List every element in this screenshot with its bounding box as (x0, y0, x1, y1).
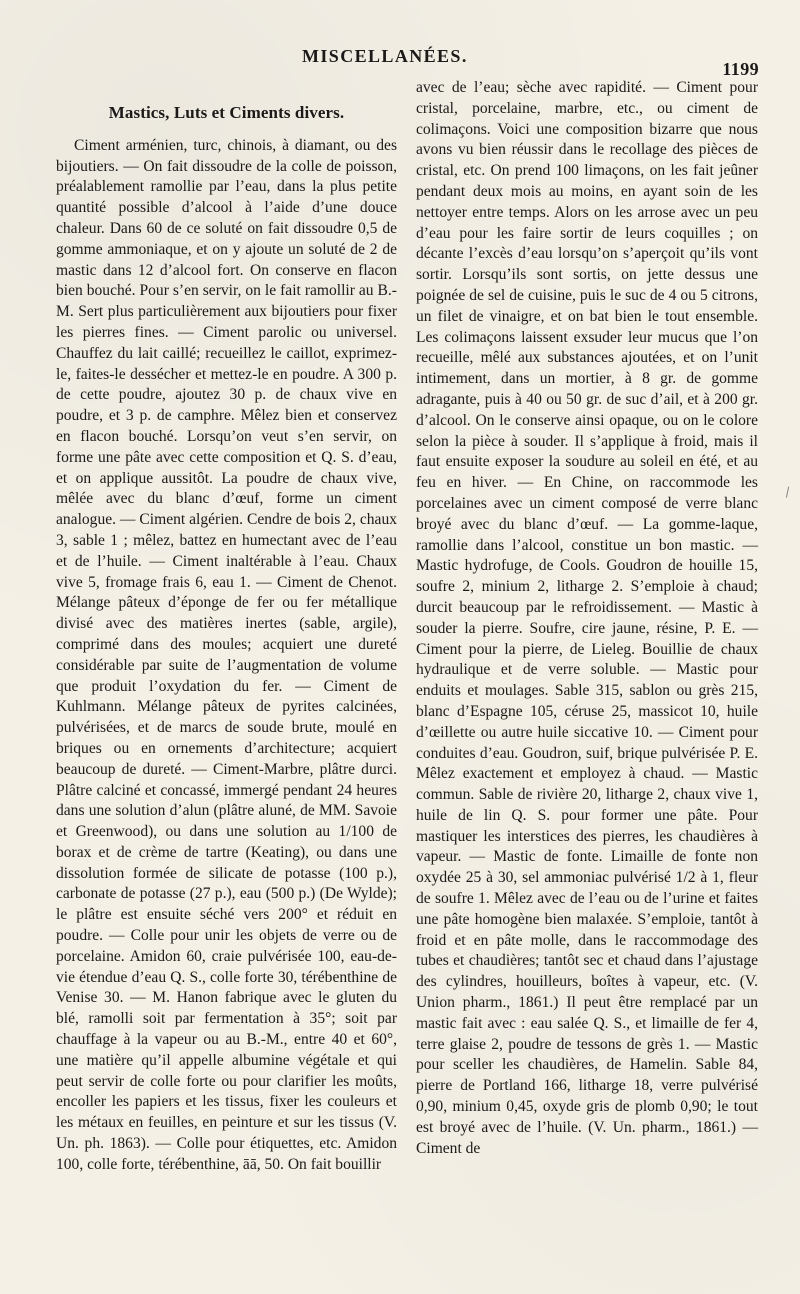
section-title: Mastics, Luts et Ciments divers. (108, 103, 345, 122)
left-column-paragraph: Ciment arménien, turc, chinois, à diamant, ou des bijoutiers. — On fait dissoudre de la colle de poisson, préalablement ramollie par l’eau, dans la plus petite quantité possible d’alcool à l’aide d’une douce chaleur. Dans 60 de ce soluté on fait dissoudre 0,5 de gomme ammoniaque, et on y ajoute un soluté de 2 de mastic dans 12 d’alcool fort. On conserve en flacon bien bouché. Pour s’en servir, on le fait ramollir au B.-M. Sert plus particulièrement aux bijoutiers pour fixer les pierres fines. — Ciment parolic ou universel. Chauffez du lait caillé; recueillez le caillot, exprimez-le, faites-le dessécher et mettez-le en poudre. A 300 p. de cette poudre, ajoutez 30 p. de chaux vive en poudre, et 3 p. de camphre. Mêlez bien et conservez en flacon bouché. Lorsqu’on veut s’en servir, on forme une pâte avec cette composition et Q. S. d’eau, et on applique aussitôt. La poudre de chaux vive, mêlée avec du blanc d’œuf, forme un ciment analogue. — Ciment algérien. Cendre de bois 2, chaux 3, sable 1 ; mêlez, battez en humectant avec de l’eau et de l’huile. — Ciment inaltérable à l’eau. Chaux vive 5, fromage frais 6, eau 1. — Ciment de Chenot. Mélange pâteux d’éponge de fer ou fer métallique divisé avec des matières inertes (sable, argile), comprimé dans des moules; acquiert une dureté considérable par suite de l’augmentation de volume que produit l’oxydation du fer. — Ciment de Kuhlmann. Mélange pâteux de pyrites calcinées, pulvérisées, et de marcs de soude brute, moulé en briques ou en ornements d’architecture; acquiert beaucoup de dureté. — Ciment-Marbre, plâtre durci. Plâtre calciné et concassé, immergé pendant 24 heures dans une solution d’alun (plâtre aluné, de MM. Savoie et Greenwood), ou dans une solution au 1/100 de borax et de crème de tartre (Keating), ou dans une dissolution formée de silicate de potasse (100 p.), carbonate de potasse (27 p.), eau (500 p.) (De Wylde); le plâtre est ensuite séché vers 200° et réduit en poudre. — Colle pour unir les objets de verre ou de porcelaine. Amidon 60, craie pulvérisée 100, eau-de-vie étendue d’eau Q. S., colle forte 30, térébenthine de Venise 30. — M. Hanon fabrique avec le gluten du blé, ramolli soit par fermentation à 35°; soit par chauffage à la vapeur ou au B.-M., entre 40 et 60°, une matière qu’il appelle albumine végétale et qui peut servir de colle forte ou pour clarifier les moûts, encoller les papiers et les tissus, fixer les couleurs et les métaux en feuilles, en peinture et sur les tissus (V. Un. ph. 1863). — Colle pour étiquettes, etc. Amidon 100, colle forte, térébenthine, āā, 50. On fait bouillir (56, 136, 397, 1173)
left-text-column (56, 86, 397, 1176)
paper-mark-icon (786, 487, 793, 499)
right-text-column (416, 78, 758, 1159)
running-head: MISCELLANÉES. (302, 46, 468, 66)
page-number: 1199 (722, 59, 759, 79)
right-column-paragraph: avec de l’eau; sèche avec rapidité. — Ciment pour cristal, porcelaine, marbre, etc., ou ciment de colimaçons. Voici une composition bizarre que nous avons vu bien réussir dans le recollage des pièces de cristal, etc. On prend 100 limaçons, on les fait jeûner pendant deux mois au moins, en ayant soin de les nettoyer entre temps. Alors on les arrose avec un peu d’eau pour les faire sortir de leurs coquilles ; on décante l’excès d’eau lorsqu’on s’aperçoit qu’ils vont sortir. Lorsqu’ils sont sortis, on jette dessus une poignée de sel de cuisine, puis le suc de 4 ou 5 citrons, un filet de vinaigre, et on bat bien le tout ensemble. Les colimaçons laissent exsuder leur mucus que l’on recueille, mêlé aux substances ajoutées, et on l’unit intimement, dans un mortier, à 8 gr. de gomme adragante, puis à 40 ou 50 gr. de suc d’ail, et à 200 gr. d’alcool. On le conserve ainsi opaque, ou on le colore selon la pièce à souder. Il s’applique à froid, mais il faut ensuite exposer la soudure au soleil en été, et au feu en hiver. — En Chine, on raccommode les porcelaines avec un ciment composé de verre blanc broyé avec du blanc d’œuf. — La gomme-laque, ramollie dans l’alcool, constitue un bon mastic. — Mastic hydrofuge, de Cools. Goudron de houille 15, soufre 2, minium 2, litharge 2. S’emploie à chaud; durcit beaucoup par le refroidissement. — Mastic à souder la pierre. Soufre, cire jaune, résine, P. E. — Ciment pour la pierre, de Lieleg. Bouillie de chaux hydraulique et de verre soluble. — Mastic pour enduits et moulages. Sable 315, sablon ou grès 215, blanc d’Espagne 105, céruse 25, massicot 10, huile d’œillette ou autre huile siccative 10. — Ciment pour conduites d’eau. Goudron, suif, brique pulvérisée P. E. Mêlez exactement et employez à chaud. — Mastic commun. Sable de rivière 20, litharge 2, chaux vive 1, huile de lin Q. S. pour former une pâte. Pour mastiquer les interstices des pierres, les chaudières à vapeur. — Mastic de fonte. Limaille de fonte non oxydée 25 à 30, sel ammoniac pulvérisé 1/2 à 1, fleur de soufre 1. Mêlez avec de l’eau ou de l’urine et faites une pâte homogène bien malaxée. S’emploie, tantôt à froid et en pâte molle, dans le raccommodage des tubes et chaudières; tantôt sec et chaud dans l’ajustage des cylindres, houilleurs, boîtes à vapeur, etc. (V. Union pharm., 1861.) Il peut être remplacé par un mastic fait avec : eau salée Q. S., et limaille de fer 4, terre glaise 2, poudre de tessons de grès 1. — Mastic pour sceller les chaudières, de Hamelin. Sable 84, pierre de Portland 166, litharge 18, verre pulvérisé 0,90, minium 0,45, oxyde gris de plomb 0,90; le tout est broyé avec de l’huile. (V. Un. pharm., 1861.) — Ciment de (416, 79, 758, 1157)
